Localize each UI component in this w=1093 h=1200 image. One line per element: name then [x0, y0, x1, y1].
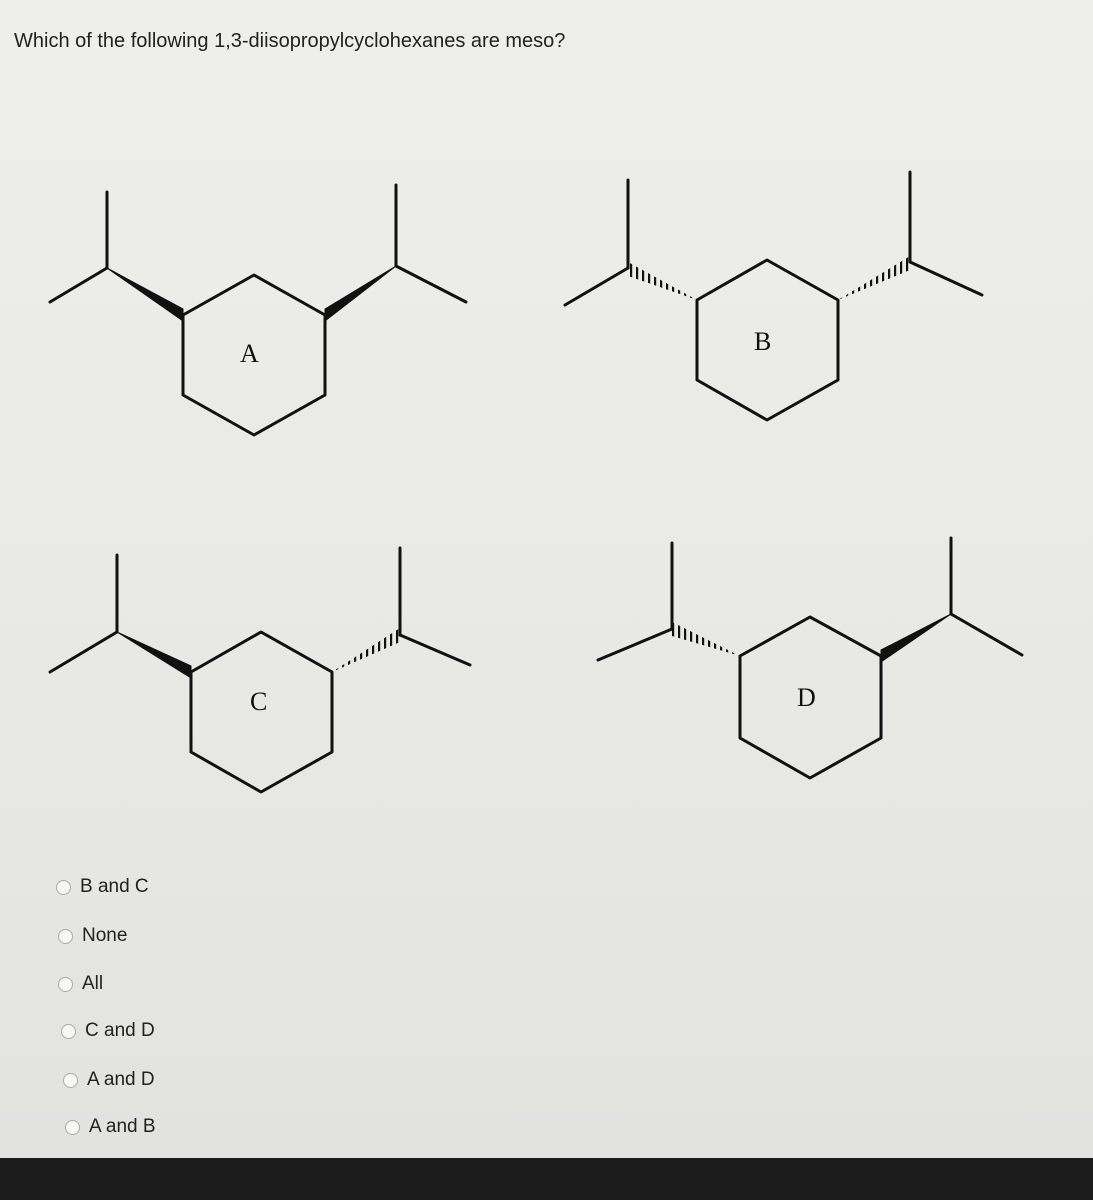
- option-label: C and D: [85, 1020, 155, 1041]
- radio-icon[interactable]: [63, 1073, 78, 1088]
- option-label: A and B: [89, 1116, 156, 1137]
- molecule-d-label: D: [797, 683, 816, 712]
- molecule-a-label: A: [240, 339, 259, 368]
- option-label: A and D: [87, 1069, 155, 1090]
- radio-icon[interactable]: [56, 880, 71, 895]
- radio-icon[interactable]: [58, 929, 73, 944]
- option-label: B and C: [80, 876, 149, 897]
- option-c-and-d[interactable]: [61, 1020, 155, 1042]
- molecule-c-label: C: [250, 687, 268, 716]
- option-label: None: [82, 925, 128, 946]
- bottom-bar: [0, 1158, 1093, 1200]
- radio-icon[interactable]: [58, 977, 73, 992]
- molecule-b-label: B: [754, 327, 772, 356]
- radio-icon[interactable]: [61, 1024, 76, 1039]
- option-label: All: [82, 973, 104, 994]
- radio-icon[interactable]: [65, 1120, 80, 1135]
- option-a-and-d[interactable]: [63, 1069, 155, 1091]
- option-a-and-b[interactable]: [65, 1116, 156, 1138]
- option-all[interactable]: [58, 973, 103, 995]
- option-b-and-c[interactable]: [56, 876, 149, 898]
- question-text: Which of the following 1,3-diisopropylcyclohexanes are meso?: [14, 30, 566, 52]
- option-none[interactable]: [58, 925, 127, 947]
